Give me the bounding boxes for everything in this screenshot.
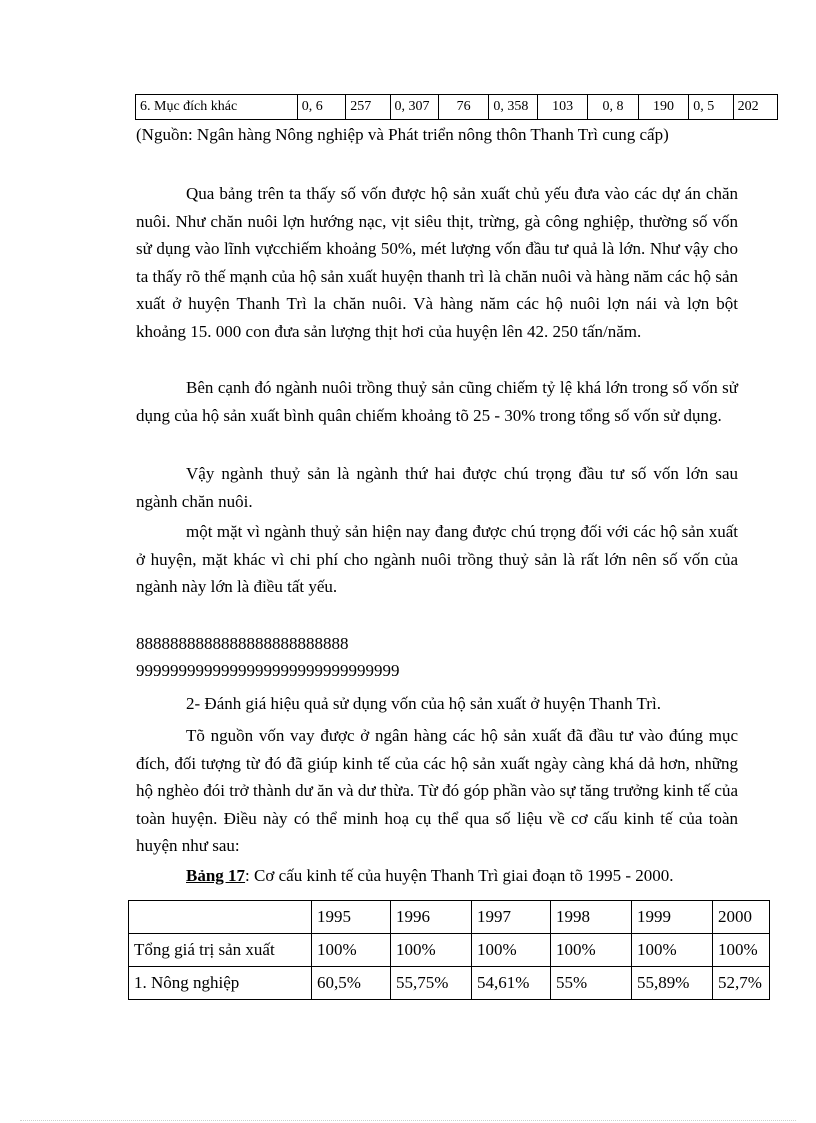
table-header-row	[129, 901, 770, 934]
paragraph-2: Bên cạnh đó ngành nuôi trồng thuỷ sản cũng chiếm tỷ lệ khá lớn trong số vốn sử dụng của hộ sản xuất bình quân chiếm khoảng tõ 25 - 30% trong tổng số vốn sử dụng.	[136, 378, 738, 425]
table-cell: 100%	[312, 934, 391, 967]
page-footer-divider	[20, 1120, 796, 1121]
table-header-cell: 1999	[632, 901, 713, 934]
table-cell: 55,75%	[391, 967, 472, 1000]
table-row	[129, 967, 770, 1000]
table-cell: 0, 307	[390, 95, 438, 120]
table-cell: 100%	[391, 934, 472, 967]
table-caption-label: Bảng 17	[186, 866, 246, 885]
paragraph-4: một mặt vì ngành thuỷ sản hiện nay đang được chú trọng đối với các hộ sản xuất ở huyện, mặt khác vì chi phí cho ngành nuôi trồng thuỷ sản là rất lớn nên số vốn của ngành này lớn là điều tất yếu.	[136, 522, 738, 596]
table-row	[129, 934, 770, 967]
table-cell: 76	[438, 95, 488, 120]
table-cell: 0, 5	[689, 95, 733, 120]
table-header-cell: 1995	[312, 901, 391, 934]
table-cell: 60,5%	[312, 967, 391, 1000]
economic-structure-table	[128, 900, 770, 1000]
paragraph-1: Qua bảng trên ta thấy số vốn được hộ sản xuất chủ yếu đưa vào các dự án chăn nuôi. Như chăn nuôi lợn hướng nạc, vịt siêu thịt, trừng, gà công nghiệp, thường số vốn sử dụng vào lĩnh vựcchiếm khoảng 50%, mét lượng vốn đầu tư quả là lớn. Như vậy cho ta thấy rõ thế mạnh của hộ sản xuất huyện thanh trì là chăn nuôi và hàng năm các hộ sản xuất ở huyện Thanh Trì la chăn nuôi. Và hàng năm các hộ nuôi lợn nái và lợn bột khoảng 15. 000 con đưa sản lượng thịt hơi của huyện lên 42. 250 tấn/năm.	[136, 184, 738, 341]
paragraph-3: Vậy ngành thuỷ sản là ngành thứ hai được chú trọng đầu tư số vốn lớn sau ngành chăn nuôi.	[136, 464, 738, 511]
table-caption-text: : Cơ cấu kinh tế của huyện Thanh Trì giai đoạn tõ 1995 - 2000.	[245, 866, 674, 885]
top-table	[135, 94, 778, 120]
table-cell: 0, 358	[489, 95, 537, 120]
table-header-cell	[129, 901, 312, 934]
table-cell: 100%	[472, 934, 551, 967]
paragraph-5: Tõ nguồn vốn vay được ở ngân hàng các hộ sản xuất đã đầu tư vào đúng mục đích, đối tượng từ đó đã giúp kinh tế của các hộ sản xuất ngày càng khá dả hơn, những hộ nghèo đói trở thành dư ăn và dư thừa. Từ đó góp phần vào sự tăng trưởng kinh tế của toàn huyện. Điều này có thể minh hoạ cụ thể qua số liệu về cơ cấu kinh tế của toàn huyện như sau:	[136, 726, 738, 855]
table-header-cell: 2000	[713, 901, 770, 934]
source-note: (Nguồn: Ngân hàng Nông nghiệp và Phát triển nông thôn Thanh Trì cung cấp)	[136, 125, 669, 144]
table-cell: 54,61%	[472, 967, 551, 1000]
table-cell: 257	[346, 95, 390, 120]
table-cell: 100%	[713, 934, 770, 967]
table-cell: 55%	[551, 967, 632, 1000]
table-cell: 190	[638, 95, 688, 120]
table-cell: Tổng giá trị sản xuất	[129, 934, 312, 967]
table-cell: 52,7%	[713, 967, 770, 1000]
table-header-cell: 1996	[391, 901, 472, 934]
table-caption	[186, 866, 673, 886]
section-heading: 2- Đánh giá hiệu quả sử dụng vốn của hộ sản xuất ở huyện Thanh Trì.	[186, 694, 661, 713]
table-cell: 6. Mục đích khác	[136, 95, 298, 120]
table-header-cell: 1997	[472, 901, 551, 934]
table-cell: 100%	[551, 934, 632, 967]
table-cell: 0, 8	[588, 95, 638, 120]
digit-line-9: 9999999999999999999999999999999	[136, 661, 400, 680]
table-cell: 103	[537, 95, 587, 120]
table-cell: 202	[733, 95, 777, 120]
table-row	[136, 95, 778, 120]
table-cell: 100%	[632, 934, 713, 967]
table-cell: 1. Nông nghiệp	[129, 967, 312, 1000]
table-cell: 0, 6	[297, 95, 345, 120]
table-cell: 55,89%	[632, 967, 713, 1000]
table-header-cell: 1998	[551, 901, 632, 934]
digit-line-8: 8888888888888888888888888	[136, 634, 349, 653]
